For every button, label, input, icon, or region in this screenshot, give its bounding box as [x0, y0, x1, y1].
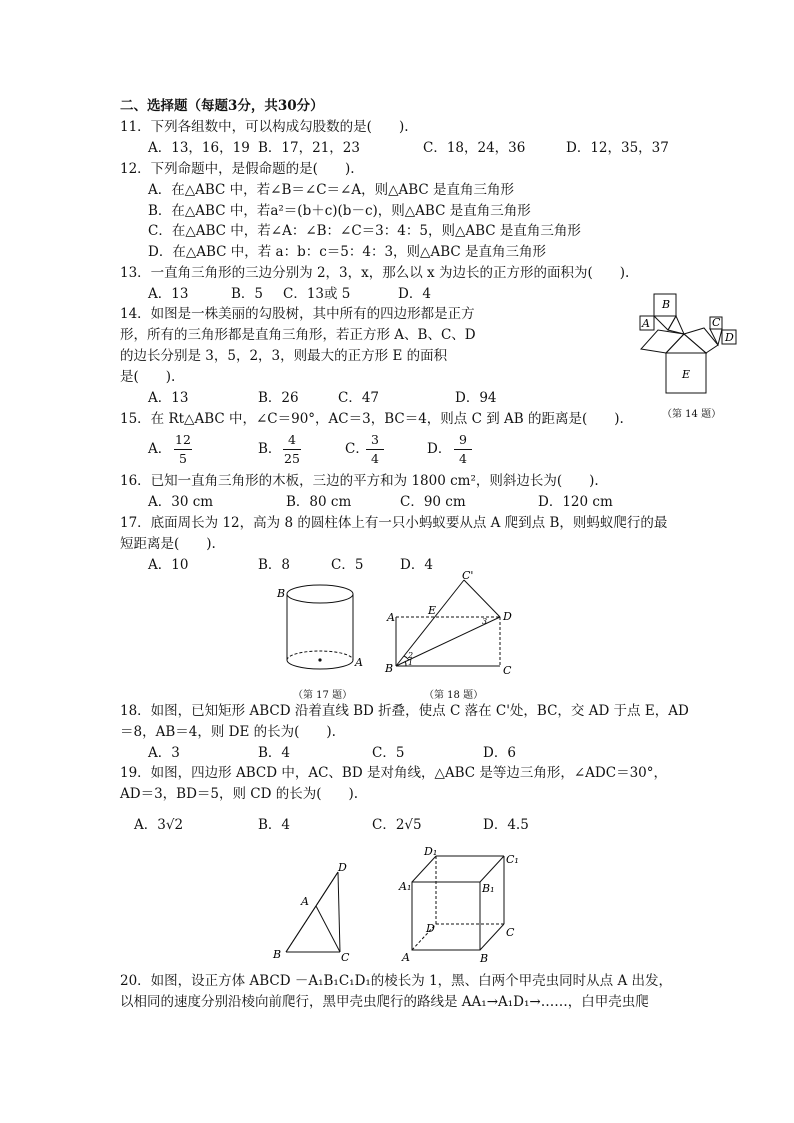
- q14-line-1: 14．如图是一株美丽的勾股树，其中所有的四边形都是正方: [120, 306, 475, 322]
- q14-figure: [630, 290, 745, 402]
- tree-triangle-left: [666, 334, 706, 353]
- q18-angle-1: 1: [408, 658, 414, 667]
- q13-option-c: C．13或 5: [283, 286, 351, 302]
- q15-option-d-fraction: [454, 434, 472, 465]
- q14-line-3: 的边长分别是 3，5，2，3，则最大的正方形 E 的面积: [120, 348, 448, 364]
- folded-bc1: [396, 580, 464, 666]
- q12-option-c: C．在△ABC 中，若∠A：∠B：∠C＝3：4：5，则△ABC 是直角三角形: [148, 223, 581, 239]
- q18-label-c-prime: C': [462, 569, 474, 582]
- tree-triangle-right: [684, 328, 718, 353]
- q19-label-d: D: [338, 861, 347, 874]
- q17-option-d: D．4: [400, 557, 433, 573]
- q19-label-c: C: [341, 951, 350, 964]
- q11-option-c: C．18，24，36: [423, 140, 526, 156]
- q16-option-b: B．80 cm: [286, 494, 352, 510]
- q17-label-a: A: [355, 656, 363, 669]
- q18-caption: （第 18 题）: [424, 690, 484, 701]
- q14-caption: （第 14 题）: [662, 409, 722, 420]
- q18-label-a: A: [387, 611, 395, 624]
- cube-label-a: A: [402, 951, 410, 964]
- q18-option-b: B．4: [258, 745, 291, 761]
- q18-figure: [382, 569, 518, 678]
- segment-ac: [316, 906, 340, 952]
- q12-stem: 12．下列命题中，是假命题的是( ).: [120, 161, 355, 177]
- q18-option-a: A．3: [148, 745, 180, 761]
- q13-option-d: D．4: [398, 286, 431, 302]
- q19-option-d: D．4.5: [483, 817, 529, 833]
- q12-option-d: D．在△ABC 中，若 a：b：c＝5：4：3，则△ABC 是直角三角形: [148, 244, 546, 260]
- cube-front-face: [412, 882, 480, 950]
- q13-option-a: A．13: [148, 286, 189, 302]
- q18-label-d: D: [503, 610, 512, 623]
- q18-angle-3: 3: [482, 617, 488, 626]
- q15-stem: 15．在 Rt△ABC 中，∠C＝90°，AC＝3，BC＝4，则点 C 到 AB 的距离是( ).: [120, 411, 624, 427]
- q16-option-c: C．90 cm: [400, 494, 466, 510]
- q15-option-c-label: C．: [345, 441, 369, 457]
- q18-line-1: 18．如图，已知矩形 ABCD 沿着直线 BD 折叠，使点 C 落在 C'处，BC，交 AD 于点 E，AD: [120, 703, 689, 719]
- q15-option-a-label: A．: [148, 441, 172, 457]
- q14-line-4: 是( ).: [120, 369, 176, 385]
- q19-figure: [268, 860, 358, 962]
- q15-option-b-label: B．: [258, 441, 282, 457]
- q14-option-c: C．47: [338, 390, 380, 406]
- q18-label-b: B: [385, 662, 394, 675]
- q14-label-a: A: [642, 317, 650, 330]
- cube-label-b: B: [480, 952, 489, 965]
- q19-label-a: A: [301, 895, 309, 908]
- q15-b-denominator: 25: [284, 450, 300, 466]
- q18-line-2: ＝8，AB＝4，则 DE 的长为( ).: [120, 724, 336, 740]
- q14-label-d: D: [725, 331, 734, 344]
- q16-option-d: D．120 cm: [538, 494, 613, 510]
- q18-label-e: E: [428, 604, 437, 617]
- q11-option-d: D．12，35，37: [566, 140, 669, 156]
- folded-c1d: [464, 580, 500, 617]
- q12-option-b: B．在△ABC 中，若a²＝(b＋c)(b－c)，则△ABC 是直角三角形: [148, 203, 531, 219]
- q13-option-b: B．5: [231, 286, 264, 302]
- q14-option-a: A．13: [148, 390, 189, 406]
- q15-c-numerator: 3: [366, 434, 384, 450]
- q18-option-d: D．6: [483, 745, 516, 761]
- q17-option-a: A．10: [148, 557, 189, 573]
- q20-line-2: 以相同的速度分别沿棱向前爬行，黑甲壳虫爬行的路线是 AA₁→A₁D₁→……，白甲壳虫爬: [120, 994, 649, 1010]
- q14-option-b: B．26: [258, 390, 299, 406]
- q15-d-denominator: 4: [459, 450, 467, 466]
- q11-stem: 11．下列各组数中，可以构成勾股数的是( ).: [120, 119, 409, 135]
- cylinder-top: [287, 585, 353, 603]
- q11-option-a: A．13，16，19: [148, 140, 250, 156]
- segment-dc: [338, 872, 340, 952]
- q19-line-1: 19．如图，四边形 ABCD 中，AC、BD 是对角线，△ABC 是等边三角形，∠ADC＝30°，: [120, 765, 668, 781]
- q16-stem: 16．已知一直角三角形的木板，三边的平方和为 1800 cm²，则斜边长为( ).: [120, 473, 599, 489]
- q15-a-numerator: 12: [174, 434, 192, 450]
- q17-line-2: 短距离是( ).: [120, 536, 216, 552]
- q15-option-c-fraction: [366, 434, 384, 465]
- q19-option-c: C．2√5: [372, 817, 422, 833]
- cube-label-b1: B₁: [482, 882, 495, 895]
- q17-label-b: B: [277, 587, 286, 600]
- q19-label-b: B: [273, 948, 282, 961]
- q20-line-1: 20．如图，设正方体 ABCD －A₁B₁C₁D₁的棱长为 1，黑、白两个甲壳虫同时从点 A 出发，: [120, 973, 673, 989]
- q17-option-b: B．8: [258, 557, 291, 573]
- q20-cube-figure: [398, 842, 526, 966]
- q15-option-d-label: D．: [427, 441, 452, 457]
- q16-option-a: A．30 cm: [148, 494, 214, 510]
- cube-label-a1: A₁: [399, 880, 412, 893]
- q17-figure: [274, 584, 364, 676]
- q17-caption: （第 17 题）: [293, 690, 353, 701]
- q15-option-a-fraction: [174, 434, 192, 465]
- q15-d-numerator: 9: [454, 434, 472, 450]
- cube-label-d: D: [426, 922, 435, 935]
- q17-line-1: 17．底面周长为 12，高为 8 的圆柱体上有一只小蚂蚁要从点 A 爬到点 B，则蚂蚁爬行的最: [120, 515, 668, 531]
- q18-label-c: C: [503, 664, 512, 677]
- q12-option-a: A．在△ABC 中，若∠B＝∠C＝∠A，则△ABC 是直角三角形: [148, 182, 515, 198]
- cube-label-c1: C₁: [506, 853, 519, 866]
- q15-a-denominator: 5: [179, 450, 187, 466]
- q14-option-d: D．94: [455, 390, 497, 406]
- q13-stem: 13．一直角三角形的三边分别为 2，3，x，那么以 x 为边长的正方形的面积为( ).: [120, 265, 630, 281]
- q14-label-e: E: [682, 368, 691, 381]
- segment-bd: [286, 872, 338, 952]
- section-title: 二、选择题（每题3分，共30分）: [120, 98, 324, 114]
- q17-option-c: C．5: [331, 557, 364, 573]
- q15-option-b-fraction: [283, 434, 301, 465]
- cube-label-c: C: [506, 926, 515, 939]
- q19-option-a: A．3√2: [134, 817, 184, 833]
- cube-label-d1: D₁: [424, 845, 438, 858]
- q18-option-c: C．5: [372, 745, 405, 761]
- q15-b-numerator: 4: [283, 434, 301, 450]
- q14-label-b: B: [662, 298, 671, 311]
- q19-option-b: B．4: [258, 817, 291, 833]
- square-a-slot: [641, 330, 684, 353]
- q14-label-c: C: [712, 316, 721, 329]
- q15-c-denominator: 4: [371, 450, 379, 466]
- q14-line-2: 形，所有的三角形都是直角三角形，若正方形 A、B、C、D: [120, 327, 476, 343]
- q18-angle-2: 2: [408, 651, 414, 660]
- q11-option-b: B．17，21，23: [258, 140, 360, 156]
- q19-line-2: AD＝3，BD＝5，则 CD 的长为( ).: [120, 786, 359, 802]
